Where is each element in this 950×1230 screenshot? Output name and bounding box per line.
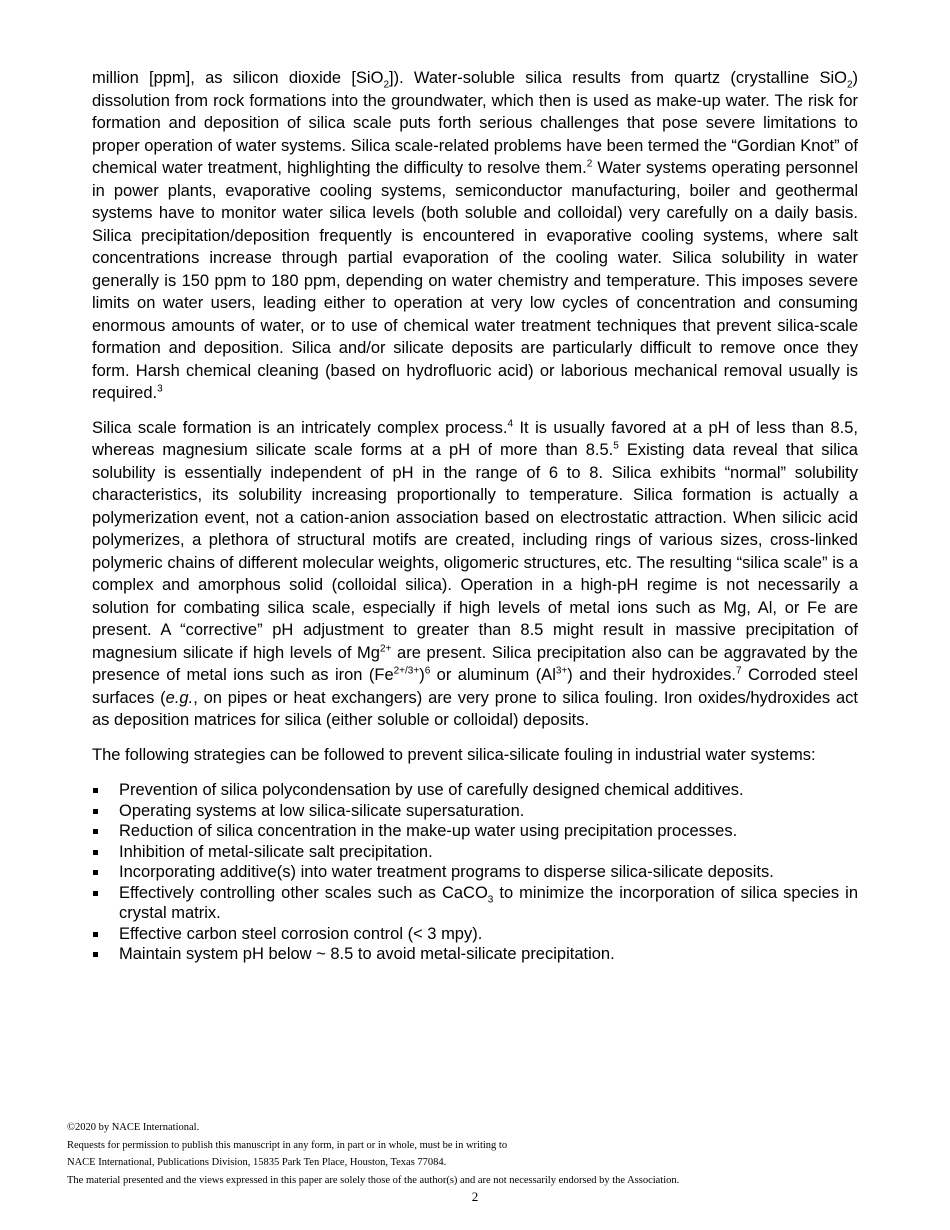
footer-address: NACE International, Publications Division, 15835 Park Ten Place, Houston, Texas 77084. (67, 1157, 447, 1168)
list-item (92, 801, 858, 822)
list-item-text (119, 822, 737, 840)
text-run: ) dissolution from rock formations into the groundwater, which then is used as make-up water. The risk for formation and deposition of silica scale puts forth serious challenges that pose severe limitations to proper operation of water systems. Silica scale-related problems have been termed the “Gordian Knot” of chemical water treatment, highlighting the difficulty to resolve them. (92, 69, 859, 177)
list-item (92, 924, 858, 945)
text-run: Effective carbon steel corrosion control (< 3 mpy). (119, 924, 483, 943)
superscript: 7 (735, 665, 742, 677)
text-run: Maintain system pH below ~ 8.5 to avoid metal-silicate precipitation. (119, 945, 615, 963)
list-item-text (119, 781, 744, 799)
list-item (92, 944, 858, 965)
text-run: Prevention of silica polycondensation by use of carefully designed chemical additives. (119, 781, 744, 799)
text-run: Existing data reveal that silica solubility is essentially independent of pH in the range of 6 to 8. Silica exhibits “normal” solubility characteristics, its solubility increasing proportionally to temperature. Silica formation is actually a polymerization event, not a cation-anion association based on electrostatic attraction. When silicic acid polymerizes, a plethora of structural motifs are created, including rings of various sizes, cross-linked polymeric chains of different molecular weights, oligomeric structures, etc. The resulting “silica scale” is a complex and amorphous solid (colloidal silica). Operation in a high-pH regime is not necessarily a solution for combating silica scale, especially if high levels of metal ions such as Mg, Al, or Fe are present. A “corrective” pH adjustment to greater than 8.5 might result in massive precipitation of magnesium silicate if high levels of Mg (92, 441, 858, 662)
text-run: are present. Silica precipitation also can be aggravated by the presence of metal ions such as iron (Fe (92, 643, 858, 684)
list-item-text (119, 802, 524, 820)
text-run: ) and their hydroxides. (567, 666, 736, 684)
superscript: 2+/3+ (393, 665, 420, 677)
list-item-text (119, 945, 615, 963)
superscript: 2 (586, 158, 593, 170)
text-run: Incorporating additive(s) into water treatment programs to disperse silica-silicate deposits. (119, 863, 774, 881)
page-number: 2 (471, 1189, 479, 1204)
list-item-text (119, 925, 482, 943)
text-run: Silica scale formation is an intricately complex process. (92, 418, 508, 437)
text-run: or aluminum (Al (430, 666, 556, 684)
list-item-text (119, 884, 858, 923)
strategy-list (92, 780, 858, 965)
superscript: 5 (613, 440, 619, 452)
subscript: 2 (846, 79, 853, 91)
body-text (92, 67, 858, 965)
paragraph-silica-scale-formation (92, 417, 858, 732)
footer (67, 1119, 883, 1189)
bullet-icon (93, 891, 98, 896)
footer-permission: Requests for permission to publish this manuscript in any form, in part or in whole, must be in writing to (67, 1139, 508, 1151)
text-run: Effectively controlling other scales such as CaCO (119, 883, 488, 902)
list-item (92, 842, 858, 863)
paragraph-silica-background (92, 67, 858, 405)
bullet-icon (93, 809, 98, 814)
subscript: 3 (487, 893, 494, 905)
superscript: 4 (507, 418, 514, 429)
text-run: The following strategies can be followed to prevent silica-silicate fouling in industrial water systems: (92, 745, 816, 764)
bullet-icon (93, 932, 98, 937)
superscript: 2+ (379, 643, 392, 654)
text-run: , on pipes or heat exchangers) are very prone to silica fouling. Iron oxides/hydroxides act as deposition matrices for silica (either soluble or colloidal) deposits. (92, 688, 858, 729)
text-run: Operating systems at low silica-silicate supersaturation. (119, 801, 525, 820)
bullet-icon (93, 952, 98, 957)
text-run: ) (419, 666, 425, 684)
text-run: to minimize the incorporation of silica species in crystal matrix. (119, 883, 859, 922)
text-run: It is usually favored at a pH of less than 8.5, whereas magnesium silicate scale forms at a pH of more than 8.5. (92, 418, 858, 459)
text-run: Inhibition of metal-silicate salt precipitation. (119, 842, 433, 861)
paragraph-strategies-intro (92, 744, 858, 767)
bullet-icon (93, 829, 98, 834)
footer-disclaimer: The material presented and the views expressed in this paper are solely those of the author(s) and are not necessarily endorsed by the Association. (67, 1174, 680, 1186)
list-item-text (119, 863, 774, 881)
text-run: ]). Water-soluble silica results from quartz (crystalline SiO (389, 69, 847, 87)
list-item-text (119, 843, 433, 861)
footer-copyright: ©2020 by NACE International. (67, 1122, 200, 1133)
list-item (92, 883, 858, 924)
bullet-icon (93, 788, 98, 793)
list-item (92, 780, 858, 801)
list-item (92, 821, 858, 842)
list-item (92, 862, 858, 883)
bullet-icon (93, 870, 98, 875)
bullet-icon (93, 850, 98, 855)
superscript: 3 (157, 383, 163, 395)
superscript: 3+ (555, 665, 568, 677)
text-run: Corroded steel surfaces ( (92, 666, 858, 707)
subscript: 2 (383, 79, 389, 91)
text-run: Reduction of silica concentration in the make-up water using precipitation processes. (119, 822, 738, 840)
text-run: Water systems operating personnel in power plants, evaporative cooling systems, semiconductor manufacturing, boiler and geothermal systems have to monitor water silica levels (both soluble and colloidal) very carefully on a daily basis. Silica precipitation/deposition frequently is encountered in evaporative cooling systems, where salt concentrations increase through partial evaporation of the cooling water. Silica solubility in water generally is 150 ppm to 180 ppm, depending on water chemistry and temperature. This imposes severe limits on water users, leading either to operation at very low cycles of concentration and consuming enormous amounts of water, or to use of chemical water treatment techniques that prevent silica-scale formation and deposition. Silica and/or silicate deposits are particularly difficult to remove once they form. Harsh chemical cleaning (based on hydrofluoric acid) or laborious mechanical removal usually is required. (92, 159, 858, 402)
superscript: 6 (424, 665, 431, 677)
text-run: million [ppm], as silicon dioxide [SiO (92, 69, 384, 87)
italic-text: e.g. (165, 688, 194, 707)
